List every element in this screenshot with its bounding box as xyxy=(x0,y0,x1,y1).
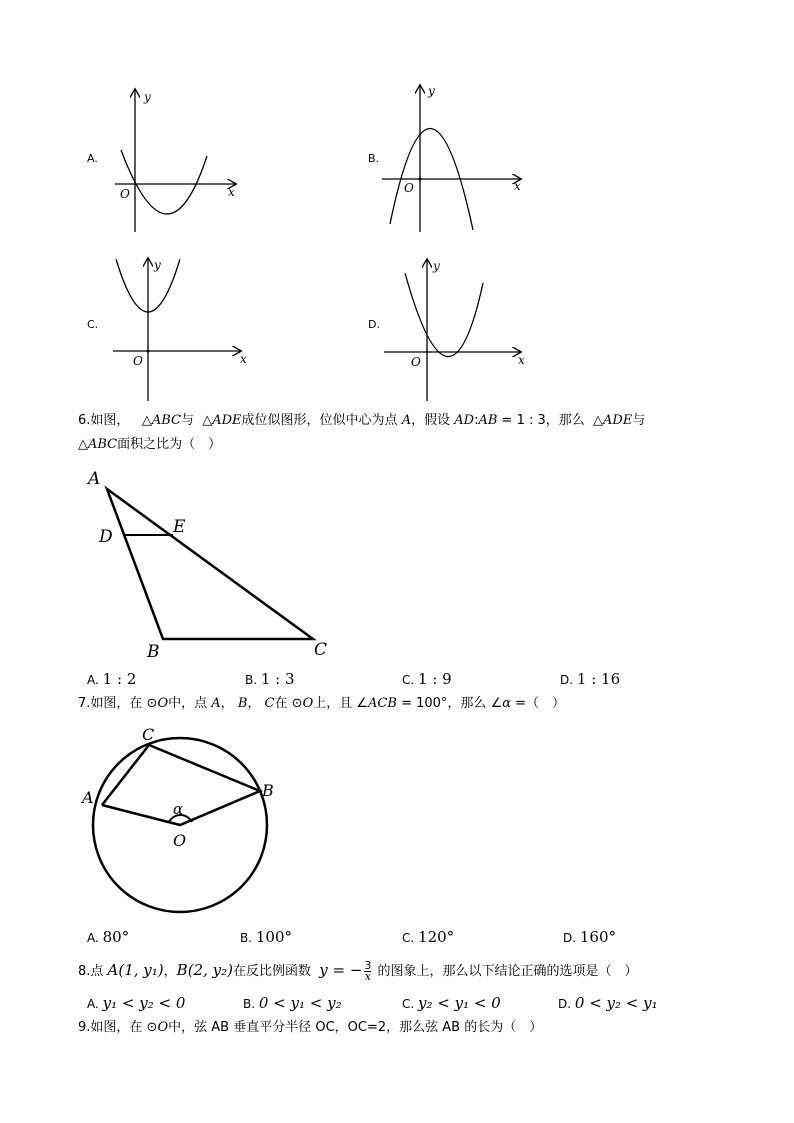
q8-option-c[interactable]: C. y₂ < y₁ < 0 xyxy=(402,994,501,1012)
question-6-line-1: 6.如图， △ABC与 △ADE成位似图形，位似中心为点 A，假设 AD:AB = 1 : 3，那么 △ADE与 xyxy=(78,413,646,428)
point-c: C xyxy=(142,725,155,744)
q7-option-a[interactable]: A. 80° xyxy=(87,928,130,946)
angle-alpha: α xyxy=(173,800,184,818)
q7-option-b[interactable]: B. 100° xyxy=(240,928,293,946)
parabola xyxy=(405,273,483,357)
option-d-label: D. xyxy=(368,318,380,331)
circle-figure xyxy=(80,720,285,920)
x-label: x xyxy=(228,185,235,199)
svg-text:x: x xyxy=(518,353,525,367)
q7-option-d[interactable]: D. 160° xyxy=(563,928,617,946)
svg-text:x: x xyxy=(240,352,247,366)
y-label: y xyxy=(144,90,151,104)
option-a-label: A. xyxy=(87,152,98,165)
question-6-line-2: △ABC面积之比为（ ） xyxy=(78,437,222,452)
graph-b xyxy=(380,80,530,235)
svg-text:O: O xyxy=(411,355,421,369)
q6-option-c[interactable]: C. 1 : 9 xyxy=(402,670,452,688)
question-9-text: 9.如图，在 ⊙O中，弦 AB 垂直平分半径 OC，OC=2，那么弦 AB 的长为（ ） xyxy=(78,1020,543,1035)
parabola xyxy=(121,150,207,214)
graph-c xyxy=(110,255,255,405)
center-o: O xyxy=(173,831,187,850)
question-7-text: 7.如图，在 ⊙O中，点 A， B， C在 ⊙O上，且 ∠ACB = 100°，那么 ∠α =（ ） xyxy=(78,696,566,711)
triangle-figure xyxy=(85,462,345,662)
point-a: A xyxy=(82,788,94,807)
vertex-e: E xyxy=(173,517,186,537)
q6-option-d[interactable]: D. 1 : 16 xyxy=(560,670,621,688)
q7-option-c[interactable]: C. 120° xyxy=(402,928,455,946)
svg-text:O: O xyxy=(133,354,143,368)
option-c-label: C. xyxy=(87,318,99,331)
question-8-text: 8.点 A(1, y₁)，B(2, y₂)在反比例函数 y = − $\frac{3}{x}$ 的图象上，那么以下结论正确的选项是（ ） xyxy=(78,959,638,983)
q8-option-b[interactable]: B. 0 < y₁ < y₂ xyxy=(243,994,342,1012)
svg-text:y: y xyxy=(433,259,440,273)
graph-a xyxy=(110,85,250,235)
vertex-b: B xyxy=(147,642,160,662)
svg-text:y: y xyxy=(428,84,435,98)
q8-option-d[interactable]: D. 0 < y₂ < y₁ xyxy=(558,994,658,1012)
vertex-d: D xyxy=(99,527,113,547)
origin-label: O xyxy=(120,187,130,201)
vertex-a: A xyxy=(88,469,101,489)
option-b-label: B. xyxy=(368,152,380,165)
q8-option-a[interactable]: A. y₁ < y₂ < 0 xyxy=(87,994,186,1012)
svg-text:O: O xyxy=(404,181,414,195)
q6-option-a[interactable]: A. 1 : 2 xyxy=(87,670,137,688)
svg-text:x: x xyxy=(514,179,521,193)
point-b: B xyxy=(262,781,274,800)
q6-option-b[interactable]: B. 1 : 3 xyxy=(245,670,295,688)
graph-d xyxy=(380,255,530,405)
vertex-c: C xyxy=(314,640,328,660)
svg-text:y: y xyxy=(154,258,161,272)
